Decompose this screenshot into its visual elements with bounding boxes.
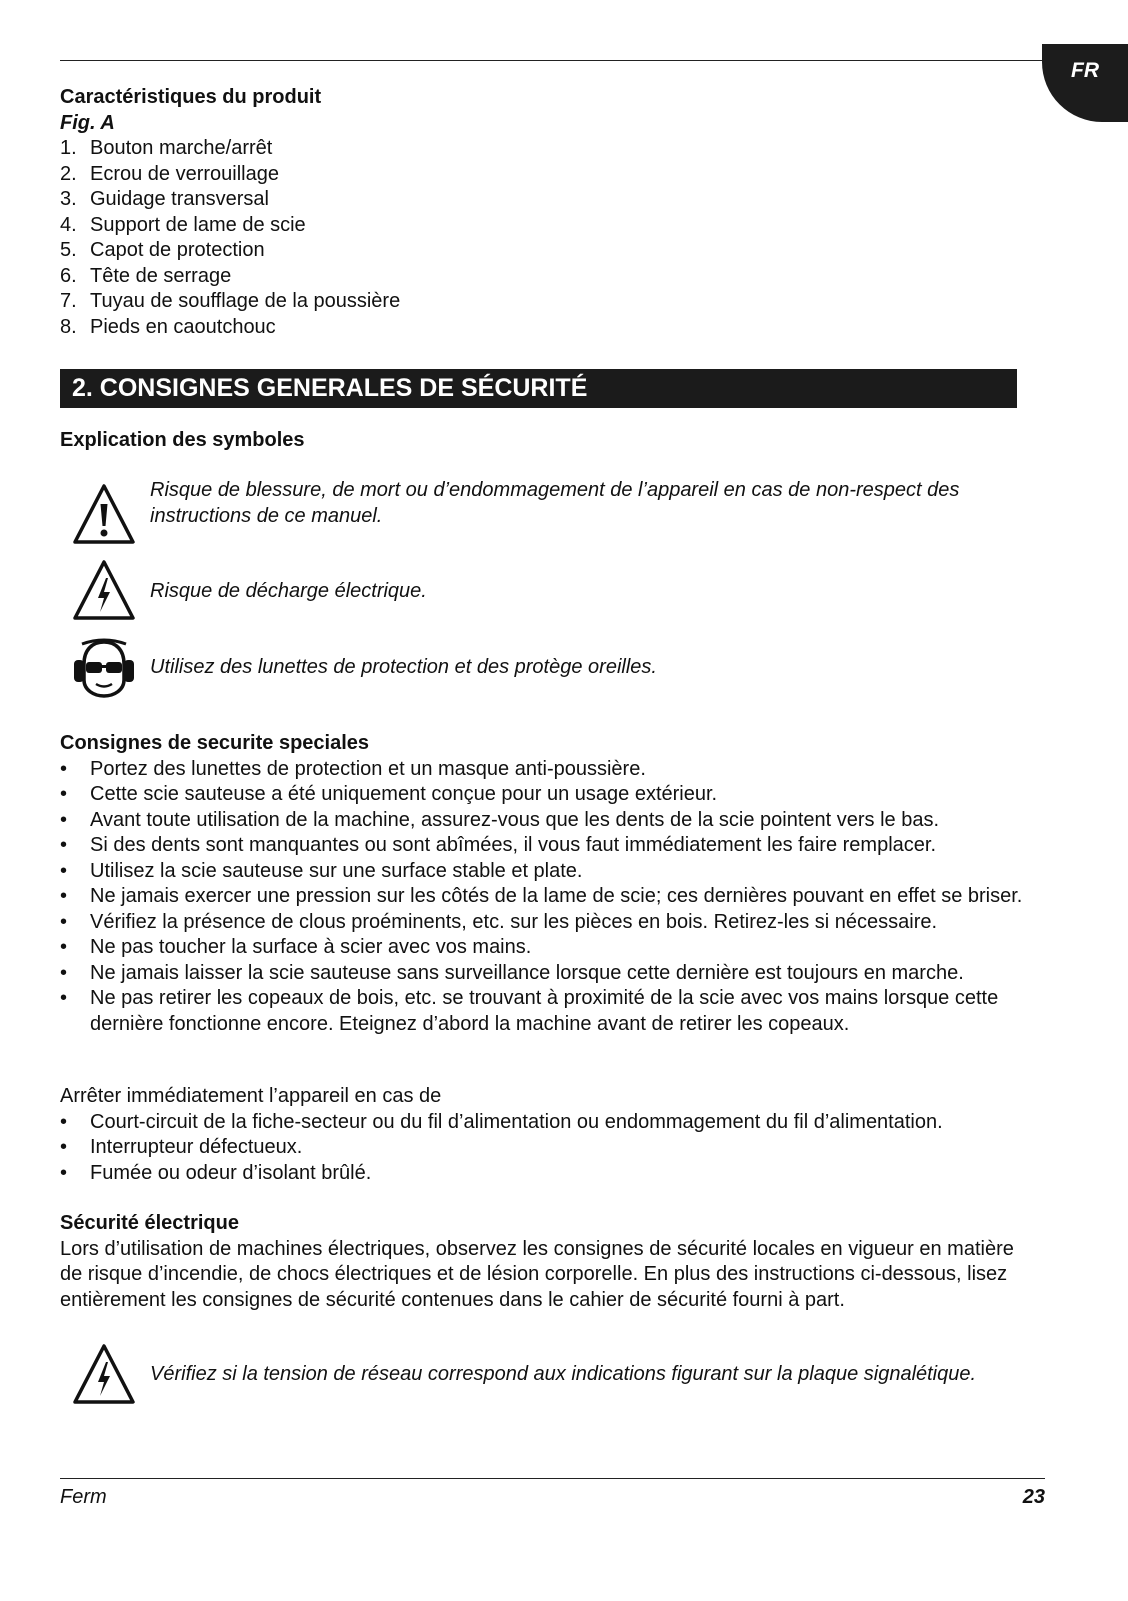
page-number: 23 [1022,1486,1045,1508]
warning-triangle-icon [72,482,136,546]
electrical-text: Lors d’utilisation de machines électriques, observez les consignes de sécurité locales en vigueur en matière de risque d’incendie, de chocs électriques et de lésion corporelle. En plus des instructions ci-dessous, lisez entièrement les consignes de sécurité contenues dans le cahier de sécurité fourni à part. [60,1237,1014,1311]
list-item: • Cette scie sauteuse a été uniquement conçue pour un usage extérieur. [60,783,718,805]
list-item: • Portez des lunettes de protection et un masque anti-poussière. [60,757,646,780]
list-item: • Ne jamais laisser la scie sauteuse sans surveillance lorsque cette dernière est toujours en marche. [60,961,964,984]
goggles-earmuffs-icon [72,636,136,700]
list-item: • Ne pas retirer les copeaux de bois, etc. se trouvant à proximité de la scie avec vos mains lorsque cette dernière fonctionne encore. Eteignez d’abord la machine avant de retirer les copeaux. [60,987,999,1035]
list-item: • Vérifiez la présence de clous proéminents, etc. sur les pièces en bois. Retirez-les si nécessaire. [60,910,938,933]
list-item: • Interrupteur défectueux. [60,1136,303,1158]
list-item: • Ne jamais exercer une pression sur les côtés de la lame de scie; ces dernières pouvant en effet se briser. [60,885,1023,907]
language-label: FR [1071,59,1099,82]
special-heading: Consignes de securite speciales [60,732,370,754]
list-item: 7. Tuyau de soufflage de la poussière [60,290,401,312]
features-list [60,136,1050,340]
symbols-heading: Explication des symboles [60,429,305,451]
language-tab [1042,44,1128,122]
stop-block [60,1084,1050,1186]
list-item: • Fumée ou odeur d’isolant brûlé. [60,1161,372,1184]
features-heading: Caractéristiques du produit [60,86,322,108]
list-item: • Court-circuit de la fiche-secteur ou du fil d’alimentation ou endommagement du fil d’alimentation. [60,1110,943,1133]
top-rule [60,60,1045,61]
features-block [60,85,1050,340]
list-item: 6. Tête de serrage [60,264,232,287]
electric-shock-icon [72,1342,136,1406]
list-item: • Ne pas toucher la surface à scier avec vos mains. [60,936,532,958]
electric-shock-icon [72,558,136,622]
list-item: 3. Guidage transversal [60,188,269,210]
list-item: 2. Ecrou de verrouillage [60,162,279,185]
list-item: 8. Pieds en caoutchouc [60,315,276,338]
symbol-text-warning: Risque de blessure, de mort ou d’endommagement de l’appareil en cas de non-respect des instructions de ce manuel. [150,479,960,527]
list-item: • Si des dents sont manquantes ou sont abîmées, il vous faut immédiatement les faire remplacer. [60,834,936,856]
list-item: • Utilisez la scie sauteuse sur une surface stable et plate. [60,859,583,882]
stop-intro: Arrêter immédiatement l’appareil en cas de [60,1085,442,1107]
fig-label: Fig. A [60,111,115,134]
list-item: • Avant toute utilisation de la machine, assurez-vous que les dents de la scie pointent vers le bas. [60,808,940,831]
bottom-rule [60,1478,1045,1479]
stop-list [60,1110,1050,1187]
list-item: 1. Bouton marche/arrêt [60,137,273,159]
electrical-heading: Sécurité électrique [60,1212,239,1234]
electrical-block [60,1211,1050,1313]
section-title: 2. CONSIGNES GENERALES DE SÉCURITÉ [60,369,1017,408]
footer-brand: Ferm [60,1486,107,1508]
symbol-text-protection: Utilisez des lunettes de protection et des protège oreilles. [150,656,657,678]
symbol-text-electric: Risque de décharge électrique. [150,580,427,602]
electrical-warning-text: Vérifiez si la tension de réseau correspond aux indications figurant sur la plaque signalétique. [150,1363,977,1385]
special-list [60,757,1050,1038]
special-block [60,731,1050,1037]
list-item: 5. Capot de protection [60,239,265,261]
list-item: 4. Support de lame de scie [60,213,306,236]
